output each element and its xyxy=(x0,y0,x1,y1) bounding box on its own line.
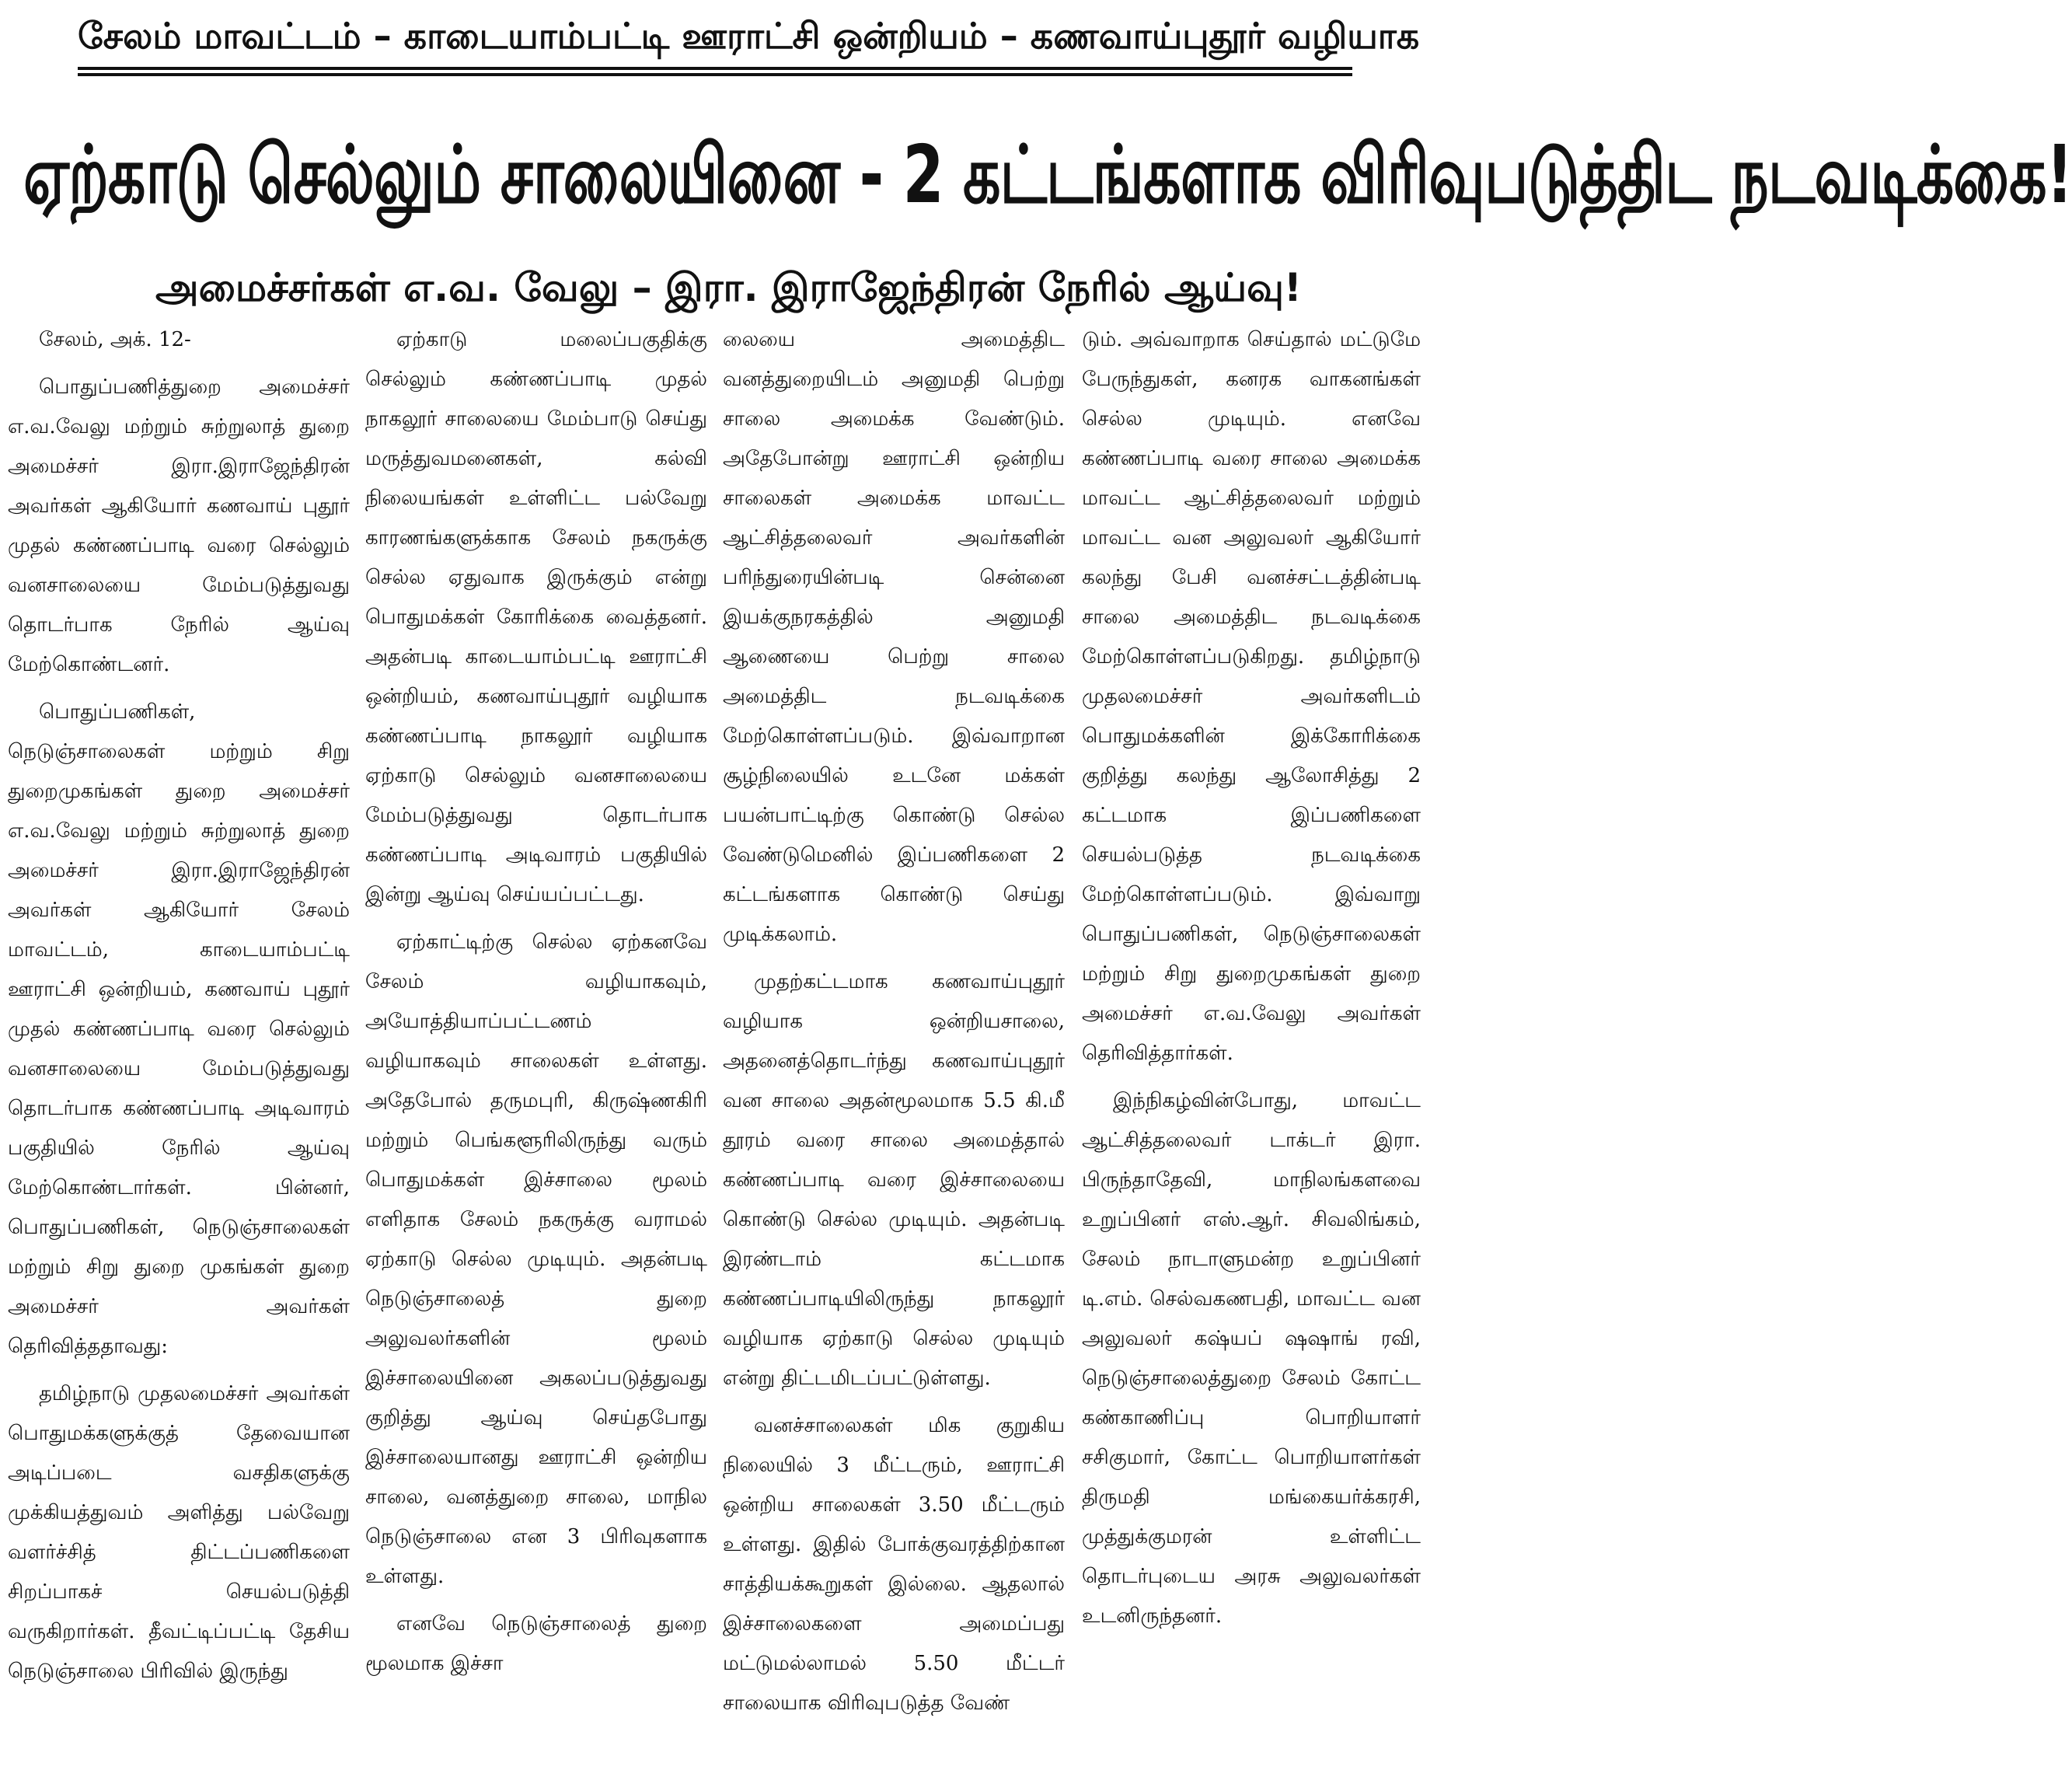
headline: ஏற்காடு செல்லும் சாலையினை - 2 கட்டங்களாக விரிவுபடுத்திட நடவடிக்கை! xyxy=(23,127,2072,222)
paragraph: பொதுப்பணிகள், நெடுஞ்சாலைகள் மற்றும் சிறு துறைமுகங்கள் துறை அமைச்சர் எ.வ.வேலு மற்றும் சுற்றுலாத் துறை அமைச்சர் இரா.இராஜேந்திரன் அவர்கள் ஆகியோர் சேலம் மாவட்டம், காடையாம்பட்டி ஊராட்சி ஒன்றியம், கணவாய் புதூர் முதல் கண்ணப்பாடி வரை செல்லும் வனசாலையை மேம்படுத்துவது தொடர்பாக கண்ணப்பாடி அடிவாரம் பகுதியில் நேரில் ஆய்வு மேற்கொண்டார்கள். பின்னர், பொதுப்பணிகள், நெடுஞ்சாலைகள் மற்றும் சிறு துறை முகங்கள் துறை அமைச்சர் அவர்கள் தெரிவித்ததாவது: xyxy=(8,700,350,1358)
paragraph: ஏற்காடு மலைப்பகுதிக்கு செல்லும் கண்ணப்பாடி முதல் நாகலூர் சாலையை மேம்பாடு செய்து மருத்துவமனைகள், கல்வி நிலையங்கள் உள்ளிட்ட பல்வேறு காரணங்களுக்காக சேலம் நகருக்கு செல்ல ஏதுவாக இருக்கும் என்று பொதுமக்கள் கோரிக்கை வைத்தனர். அதன்படி காடையாம்பட்டி ஊராட்சி ஒன்றியம், கணவாய்புதூர் வழியாக கண்ணப்பாடி நாகலூர் வழியாக ஏற்காடு செல்லும் வனசாலையை மேம்படுத்துவது தொடர்பாக கண்ணப்பாடி அடிவாரம் பகுதியில் இன்று ஆய்வு செய்யப்பட்டது. xyxy=(365,328,707,906)
paragraph: பொதுப்பணித்துறை அமைச்சர் எ.வ.வேலு மற்றும் சுற்றுலாத் துறை அமைச்சர் இரா.இராஜேந்திரன் அவர்கள் ஆகியோர் கணவாய் புதூர் முதல் கண்ணப்பாடி வரை செல்லும் வனசாலையை மேம்படுத்துவது தொடர்பாக நேரில் ஆய்வு மேற்கொண்டனர். xyxy=(8,375,350,676)
paragraph: இந்நிகழ்வின்போது, மாவட்ட ஆட்சித்தலைவர் டாக்டர் இரா. பிருந்தாதேவி, மாநிலங்களவை உறுப்பினர் எஸ்.ஆர். சிவலிங்கம், சேலம் நாடாளுமன்ற உறுப்பினர் டி.எம். செல்வகணபதி, மாவட்ட வன அலுவலர் கஷ்யப் ஷஷாங் ரவி, நெடுஞ்சாலைத்துறை சேலம் கோட்ட கண்காணிப்பு பொறியாளர் சசிகுமார், கோட்ட பொறியாளர்கள் திருமதி மங்கையர்க்கரசி, முத்துக்குமரன் உள்ளிட்ட தொடர்புடைய அரசு அலுவலர்கள் உடனிருந்தனர். xyxy=(1082,1089,1421,1628)
dateline: சேலம், அக். 12- xyxy=(39,328,191,351)
paragraph: தமிழ்நாடு முதலமைச்சர் அவர்கள் பொதுமக்களுக்குத் தேவையான அடிப்படை வசதிகளுக்கு முக்கியத்துவம் அளித்து பல்வேறு வளர்ச்சித் திட்டப்பணிகளை சிறப்பாகச் செயல்படுத்தி வருகிறார்கள். தீவட்டிப்பட்டி தேசிய நெடுஞ்சாலை பிரிவில் இருந்து xyxy=(8,1382,350,1683)
paragraph: ஏற்காட்டிற்கு செல்ல ஏற்கனவே சேலம் வழியாகவும், அயோத்தியாப்பட்டணம் வழியாகவும் சாலைகள் உள்ளது. அதேபோல் தருமபுரி, கிருஷ்ணகிரி மற்றும் பெங்களூரிலிருந்து வரும் பொதுமக்கள் இச்சாலை மூலம் எளிதாக சேலம் நகருக்கு வராமல் ஏற்காடு செல்ல முடியும். அதன்படி நெடுஞ்சாலைத் துறை அலுவலர்களின் மூலம் இச்சாலையினை அகலப்படுத்துவது குறித்து ஆய்வு செய்தபோது இச்சாலையானது ஊராட்சி ஒன்றிய சாலை, வனத்துறை சாலை, மாநில நெடுஞ்சாலை என 3 பிரிவுகளாக உள்ளது. xyxy=(365,930,707,1588)
paragraph: முதற்கட்டமாக கணவாய்புதூர் வழியாக ஒன்றியசாலை, அதனைத்தொடர்ந்து கணவாய்புதூர் வன சாலை அதன்மூலமாக 5.5 கி.மீ தூரம் வரை சாலை அமைத்தால் கண்ணப்பாடி வரை இச்சாலையை கொண்டு செல்ல முடியும். அதன்படி இரண்டாம் கட்டமாக கண்ணப்பாடியிலிருந்து நாகலூர் வழியாக ஏற்காடு செல்ல முடியும் என்று திட்டமிடப்பட்டுள்ளது. xyxy=(723,970,1065,1390)
article-column-1 xyxy=(8,320,350,1771)
kicker-line: சேலம் மாவட்டம் – காடையாம்பட்டி ஊராட்சி ஒன்றியம் – கணவாய்புதூர் வழியாக xyxy=(78,15,1420,57)
paragraph: வனச்சாலைகள் மிக குறுகிய நிலையில் 3 மீட்டரும், ஊராட்சி ஒன்றிய சாலைகள் 3.50 மீட்டரும் உள்ளது. இதில் போக்குவரத்திற்கான சாத்தியக்கூறுகள் இல்லை. ஆதலால் இச்சாலைகளை அமைப்பது மட்டுமல்லாமல் 5.50 மீட்டர் சாலையாக விரிவுபடுத்த வேண் xyxy=(723,1414,1065,1715)
subheadline: அமைச்சர்கள் எ.வ. வேலு – இரா. இராஜேந்திரன் நேரில் ஆய்வு! xyxy=(155,265,1302,310)
article-column-4 xyxy=(1082,320,1421,1771)
paragraph: எனவே நெடுஞ்சாலைத் துறை மூலமாக இச்சா xyxy=(365,1612,707,1675)
paragraph-continued: லையை அமைத்திட வனத்துறையிடம் அனுமதி பெற்று சாலை அமைக்க வேண்டும். அதேபோன்று ஊராட்சி ஒன்றிய சாலைகள் அமைக்க மாவட்ட ஆட்சித்தலைவர் அவர்களின் பரிந்துரையின்படி சென்னை இயக்குநரகத்தில் அனுமதி ஆணையை பெற்று சாலை அமைத்திட நடவடிக்கை மேற்கொள்ளப்படும். இவ்வாறான சூழ்நிலையில் உடனே மக்கள் பயன்பாட்டிற்கு கொண்டு செல்ல வேண்டுமெனில் இப்பணிகளை 2 கட்டங்களாக கொண்டு செய்து முடிக்கலாம். xyxy=(723,328,1065,946)
article-column-2 xyxy=(365,320,707,1771)
paragraph-continued: டும். அவ்வாறாக செய்தால் மட்டுமே பேருந்துகள், கனரக வாகனங்கள் செல்ல முடியும். எனவே கண்ணப்பாடி வரை சாலை அமைக்க மாவட்ட ஆட்சித்தலைவர் மற்றும் மாவட்ட வன அலுவலர் ஆகியோர் கலந்து பேசி வனச்சட்டத்தின்படி சாலை அமைத்திட நடவடிக்கை மேற்கொள்ளப்படுகிறது. தமிழ்நாடு முதலமைச்சர் அவர்களிடம் பொதுமக்களின் இக்கோரிக்கை குறித்து கலந்து ஆலோசித்து 2 கட்டமாக இப்பணிகளை செயல்படுத்த நடவடிக்கை மேற்கொள்ளப்படும். இவ்வாறு பொதுப்பணிகள், நெடுஞ்சாலைகள் மற்றும் சிறு துறைமுகங்கள் துறை அமைச்சர் எ.வ.வேலு அவர்கள் தெரிவித்தார்கள். xyxy=(1082,328,1421,1065)
article-column-3 xyxy=(723,320,1065,1771)
